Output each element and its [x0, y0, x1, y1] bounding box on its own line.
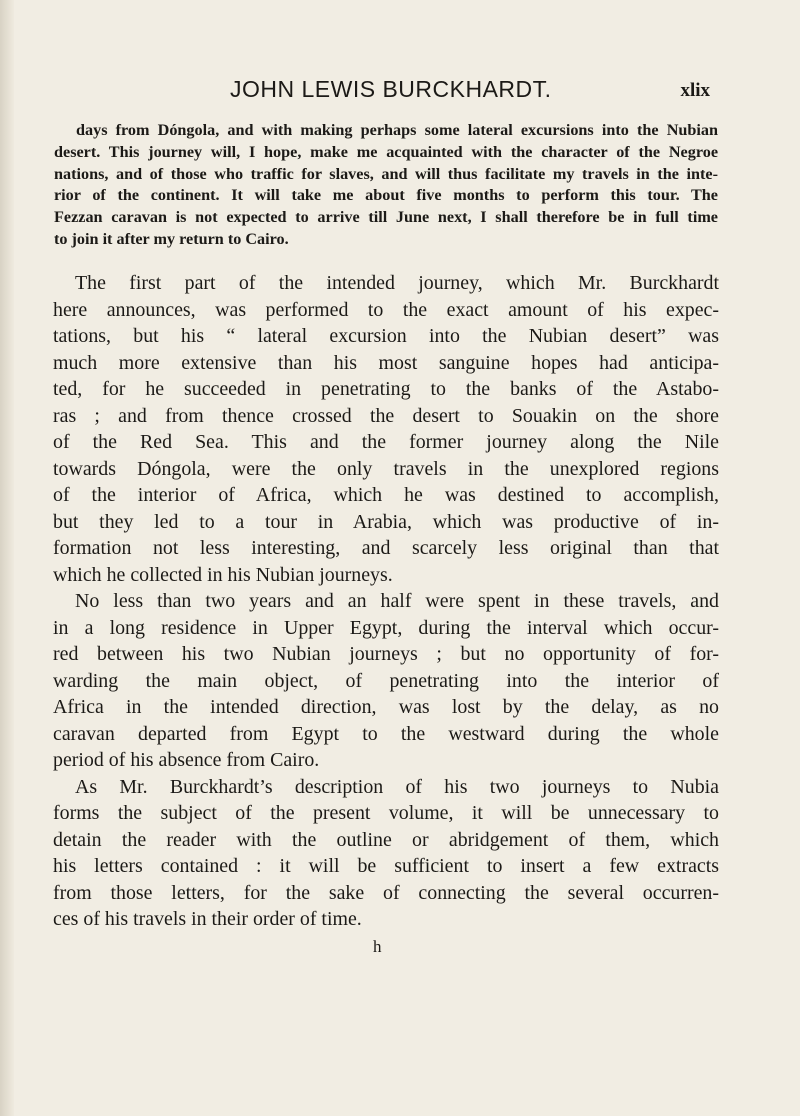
text-line: but they led to a tour in Arabia, which was productive of in- [53, 510, 719, 533]
text-line: No less than two years and an half were spent in these travels, and [75, 590, 719, 612]
text-line: red between his two Nubian journeys ; but no opportunity of for- [53, 643, 719, 665]
text-line: from those letters, for the sake of connecting the several occurren- [53, 881, 719, 904]
text-line: here announces, was performed to the exact amount of his expec- [53, 298, 719, 321]
text-line: formation not less interesting, and scarcely less original than that [53, 537, 719, 559]
text-line: in a long residence in Upper Egypt, during the interval which occur- [53, 616, 719, 639]
text-line: detain the reader with the outline or abridgement of them, which [53, 828, 719, 851]
text-line: of the interior of Africa, which he was destined to accomplish, [53, 484, 719, 506]
letter-line: rior of the continent. It will take me about five months to perform this tour. The [54, 186, 718, 205]
paragraph-3 [53, 774, 719, 933]
text-line: As Mr. Burckhardt’s description of his two journeys to Nubia [75, 775, 719, 798]
text-line: tations, but his “ lateral excursion into the Nubian desert” was [53, 325, 719, 347]
text-line: much more extensive than his most sanguine hopes had anticipa- [53, 351, 719, 374]
letter-line: days from Dóngola, and with making perhaps some lateral excursions into the Nubian [76, 121, 718, 139]
letter-line: to join it after my return to Cairo. [54, 229, 289, 248]
text-line: The first part of the intended journey, which Mr. Burckhardt [75, 272, 719, 294]
page-header [60, 72, 710, 112]
letter-line: nations, and of those who traffic for slaves, and will thus facilitate my travels in the inte- [54, 164, 718, 183]
text-line: ted, for he succeeded in penetrating to the banks of the Astabo- [53, 378, 719, 400]
text-line: warding the main object, of penetrating into the interior of [53, 669, 719, 692]
text-line: period of his absence from Cairo. [53, 749, 320, 771]
letter-line: Fezzan caravan is not expected to arrive till June next, I shall therefore be in full time [54, 208, 718, 227]
paragraph-2 [53, 588, 719, 774]
text-line: caravan departed from Egypt to the westward during the whole [53, 722, 719, 745]
running-head: JOHN LEWIS BURCKHARDT. [230, 76, 552, 102]
text-line: ras ; and from thence crossed the desert to Souakin on the shore [53, 404, 719, 427]
page-number: xlix [680, 80, 710, 101]
text-line: Africa in the intended direction, was lost by the delay, as no [53, 696, 719, 718]
narrative-text [53, 270, 719, 933]
page-binding-edge [0, 0, 14, 1116]
text-line: his letters contained : it will be sufficient to insert a few extracts [53, 855, 719, 877]
signature-mark: h [373, 937, 382, 956]
text-line: of the Red Sea. This and the former journey along the Nile [53, 431, 719, 453]
letter-line: desert. This journey will, I hope, make me acquainted with the character of the Negroe [54, 142, 718, 161]
text-line: ces of his travels in their order of time. [53, 908, 362, 930]
text-line: which he collected in his Nubian journeys. [53, 563, 393, 586]
paragraph-1 [53, 270, 719, 588]
text-line: towards Dóngola, were the only travels in the unexplored regions [53, 457, 719, 480]
letter-excerpt [54, 120, 718, 251]
text-line: forms the subject of the present volume, it will be unnecessary to [53, 802, 719, 824]
